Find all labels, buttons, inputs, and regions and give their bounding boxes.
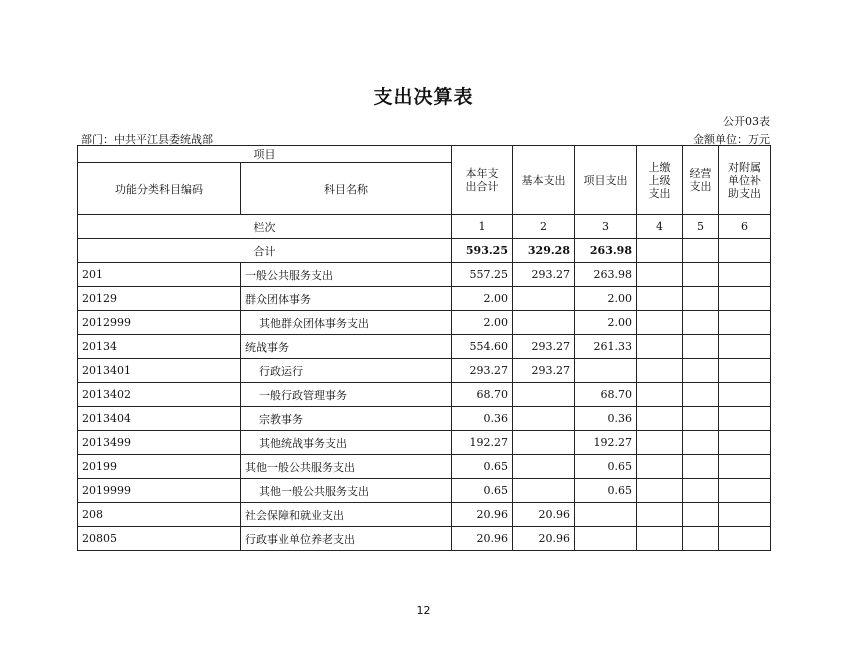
row-empty-cell [683, 263, 719, 287]
row-v1: 554.60 [452, 335, 513, 359]
row-v3: 0.36 [575, 407, 637, 431]
row-v1: 192.27 [452, 431, 513, 455]
row-empty-cell [719, 527, 771, 551]
header-col4-line1: 上缴 [648, 160, 671, 174]
lanci-4: 4 [637, 215, 683, 239]
row-empty-cell [637, 359, 683, 383]
header-col1 [452, 146, 513, 215]
row-v2 [513, 407, 575, 431]
row-empty-cell [637, 479, 683, 503]
lanci-6: 6 [719, 215, 771, 239]
lanci-1: 1 [452, 215, 513, 239]
row-empty-cell [683, 383, 719, 407]
row-name: 行政运行 [241, 359, 452, 383]
total-v3: 263.98 [575, 239, 637, 263]
row-v3: 263.98 [575, 263, 637, 287]
row-empty-cell [637, 311, 683, 335]
row-v2: 293.27 [513, 359, 575, 383]
header-code: 功能分类科目编码 [78, 163, 241, 215]
table-row [78, 479, 771, 503]
row-empty-cell [683, 287, 719, 311]
header-name: 科目名称 [241, 163, 452, 215]
row-v3 [575, 359, 637, 383]
row-code: 201 [78, 263, 241, 287]
row-empty-cell [683, 455, 719, 479]
table-row [78, 359, 771, 383]
row-name: 宗教事务 [241, 407, 452, 431]
row-empty-cell [683, 527, 719, 551]
header-col4-line2: 上级 [648, 173, 671, 187]
row-v2 [513, 383, 575, 407]
row-code: 2012999 [78, 311, 241, 335]
lanci-2: 2 [513, 215, 575, 239]
expenditure-table [77, 145, 771, 551]
table-row [78, 503, 771, 527]
header-col6-line3: 助支出 [728, 186, 761, 200]
row-name: 统战事务 [241, 335, 452, 359]
lanci-row [78, 215, 771, 239]
row-v3: 2.00 [575, 287, 637, 311]
lanci-5: 5 [683, 215, 719, 239]
row-empty-cell [637, 335, 683, 359]
table-row [78, 287, 771, 311]
table-row [78, 311, 771, 335]
table-row [78, 431, 771, 455]
row-v3 [575, 527, 637, 551]
row-v2 [513, 455, 575, 479]
header-col5-line1: 经营 [689, 167, 712, 180]
row-empty-cell [683, 359, 719, 383]
table-row [78, 455, 771, 479]
header-col5-line2: 支出 [689, 180, 712, 193]
header-col4 [637, 146, 683, 215]
row-v3: 0.65 [575, 455, 637, 479]
row-v2 [513, 287, 575, 311]
total-label: 合计 [78, 239, 452, 263]
row-empty-cell [683, 311, 719, 335]
header-col6-line1: 对附属 [728, 160, 761, 174]
row-name: 其他统战事务支出 [241, 431, 452, 455]
row-empty-cell [719, 407, 771, 431]
row-empty-cell [637, 383, 683, 407]
row-v1: 557.25 [452, 263, 513, 287]
lanci-3: 3 [575, 215, 637, 239]
table-row [78, 383, 771, 407]
row-empty-cell [637, 527, 683, 551]
row-v3 [575, 503, 637, 527]
row-empty-cell [719, 311, 771, 335]
row-v2: 293.27 [513, 263, 575, 287]
row-empty-cell [719, 263, 771, 287]
row-empty-cell [683, 407, 719, 431]
total-row [78, 239, 771, 263]
row-empty-cell [683, 503, 719, 527]
form-number: 公开03表 [723, 115, 770, 128]
row-code: 2019999 [78, 479, 241, 503]
department-label: 部门：中共平江县委统战部 [81, 133, 213, 146]
row-v3: 68.70 [575, 383, 637, 407]
row-v2 [513, 479, 575, 503]
row-v2: 293.27 [513, 335, 575, 359]
row-empty-cell [637, 263, 683, 287]
row-name: 一般公共服务支出 [241, 263, 452, 287]
row-code: 208 [78, 503, 241, 527]
row-empty-cell [637, 503, 683, 527]
header-col6-line2: 单位补 [728, 173, 761, 187]
row-v1: 293.27 [452, 359, 513, 383]
row-v3: 2.00 [575, 311, 637, 335]
row-empty-cell [719, 383, 771, 407]
table-row [78, 407, 771, 431]
row-v1: 20.96 [452, 503, 513, 527]
row-code: 2013404 [78, 407, 241, 431]
row-empty-cell [719, 287, 771, 311]
header-project: 项目 [78, 146, 452, 163]
row-name: 社会保障和就业支出 [241, 503, 452, 527]
row-v2: 20.96 [513, 527, 575, 551]
row-code: 2013402 [78, 383, 241, 407]
row-empty-cell [683, 335, 719, 359]
header-row-1 [78, 146, 771, 163]
header-col6 [719, 146, 771, 215]
header-col2: 基本支出 [513, 146, 575, 215]
row-empty-cell [683, 431, 719, 455]
row-code: 2013499 [78, 431, 241, 455]
row-code: 20199 [78, 455, 241, 479]
header-col1-line1: 本年支 [465, 167, 499, 180]
page-title: 支出决算表 [373, 86, 474, 108]
row-empty-cell [719, 335, 771, 359]
total-v2: 329.28 [513, 239, 575, 263]
row-code: 20805 [78, 527, 241, 551]
unit-label: 金额单位：万元 [693, 133, 770, 146]
row-name: 一般行政管理事务 [241, 383, 452, 407]
header-col4-line3: 支出 [648, 186, 671, 200]
table-row [78, 263, 771, 287]
page-number: 12 [416, 604, 431, 617]
row-empty-cell [719, 503, 771, 527]
row-empty-cell [637, 431, 683, 455]
row-name: 群众团体事务 [241, 287, 452, 311]
row-v1: 2.00 [452, 311, 513, 335]
row-empty-cell [719, 479, 771, 503]
row-v1: 0.65 [452, 455, 513, 479]
row-v2 [513, 431, 575, 455]
table-row [78, 335, 771, 359]
row-v3: 192.27 [575, 431, 637, 455]
header-col1-line2: 出合计 [465, 180, 499, 193]
row-code: 20134 [78, 335, 241, 359]
total-v1: 593.25 [452, 239, 513, 263]
row-name: 其他一般公共服务支出 [241, 479, 452, 503]
row-name: 其他一般公共服务支出 [241, 455, 452, 479]
header-col5 [683, 146, 719, 215]
row-v1: 68.70 [452, 383, 513, 407]
row-empty-cell [719, 431, 771, 455]
table-body [78, 263, 771, 551]
row-v3: 261.33 [575, 335, 637, 359]
row-v1: 0.36 [452, 407, 513, 431]
row-empty-cell [637, 455, 683, 479]
row-empty-cell [683, 479, 719, 503]
row-v1: 0.65 [452, 479, 513, 503]
row-empty-cell [637, 287, 683, 311]
table-row [78, 527, 771, 551]
row-v1: 2.00 [452, 287, 513, 311]
row-empty-cell [719, 455, 771, 479]
row-v3: 0.65 [575, 479, 637, 503]
row-empty-cell [719, 359, 771, 383]
row-code: 2013401 [78, 359, 241, 383]
row-name: 其他群众团体事务支出 [241, 311, 452, 335]
lanci-label: 栏次 [78, 215, 452, 239]
row-name: 行政事业单位养老支出 [241, 527, 452, 551]
row-v1: 20.96 [452, 527, 513, 551]
row-v2: 20.96 [513, 503, 575, 527]
row-v2 [513, 311, 575, 335]
header-col3: 项目支出 [575, 146, 637, 215]
row-code: 20129 [78, 287, 241, 311]
row-empty-cell [637, 407, 683, 431]
